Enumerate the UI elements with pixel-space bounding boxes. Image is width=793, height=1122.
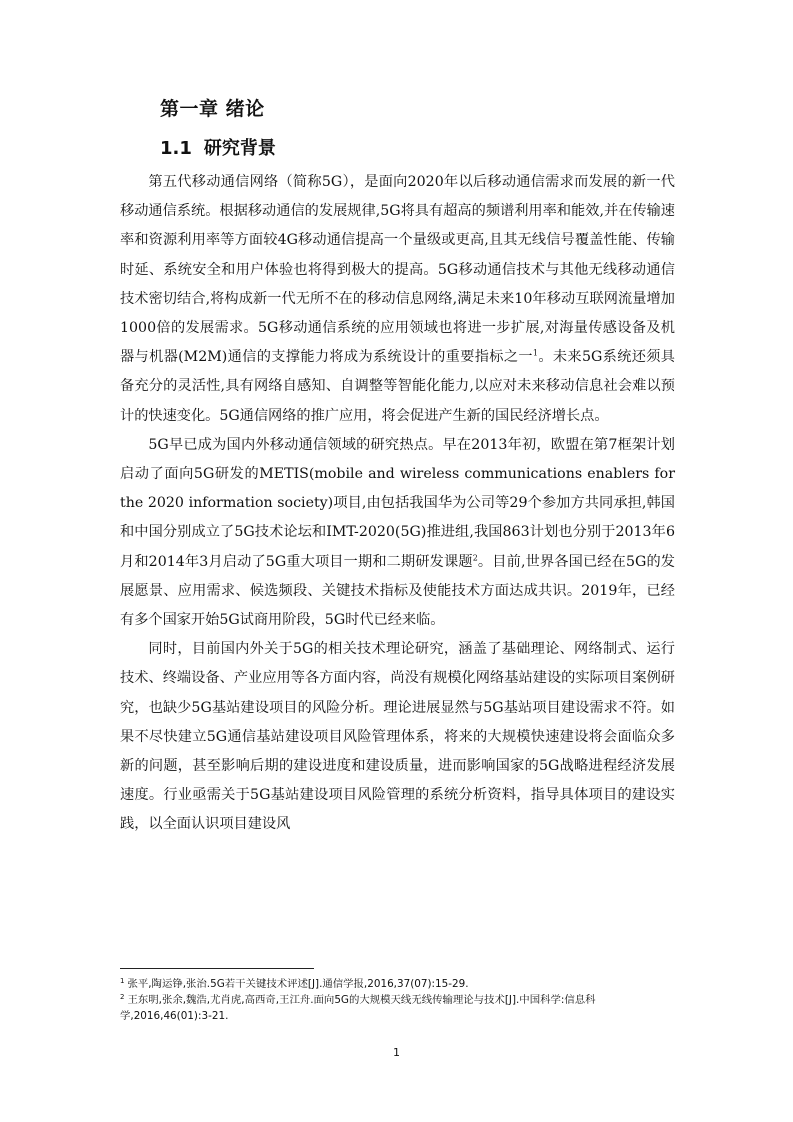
paragraph-text: 同时，目前国内外关于5G的相关技术理论研究，涵盖了基础理论、网络制式、运行技术、终端设备、产业应用等各方面内容，尚没有规模化网络基站建设的实际项目案例研究，也缺少5G基站建设项目的风险分析。理论进展显然与5G基站项目建设需求不符。如果不尽快建立5G通信基站建设项目风险管理体系，将来的大规模快速建设将会面临众多新的问题，甚至影响后期的建设进度和建设质量，进而影响国家的5G战略进程经济发展速度。行业亟需关于5G基站建设项目风险管理的系统分析资料，指导具体项目的建设实践，以全面认识项目建设风: [120, 641, 675, 833]
footnote-ref: 1: [532, 348, 538, 358]
paragraph-text: 。目前,世界各国已经在5G的发展愿景、应用需求、候选频段、关键技术指标及使能技术方面达成共识。2019年，已经有多个国家开始5G试商用阶段，5G时代已经来临。: [120, 553, 675, 629]
footnote-ref: 2: [472, 552, 478, 562]
paragraph-text: 5G早已成为国内外移动通信领域的研究热点。早在2013年初，欧盟在第7框架计划启动了面向5G研发的METIS(mobile and wireless communications enablers for the 2020 information society)项目,由包括我国华为公司等29个参加方共同承担,韩国和中国分别成立了5G技术论坛和IMT-2020(5G)推进组,我国863计划也分别于2013年6月和2014年3月启动了5G重大项目一期和二期研发课题: [120, 436, 675, 570]
chapter-title: 第一章 绪论: [160, 98, 265, 120]
footnote: [120, 992, 675, 1024]
footnote-text: 王东明,张余,魏浩,尤肖虎,高西奇,王江舟.面向5G的大规模天线无线传输理论与技术[J].中国科学:信息科学,2016,46(01):3-21.: [120, 994, 596, 1022]
paragraph: [120, 431, 675, 635]
paragraph: [120, 635, 675, 839]
footnote-text: 张平,陶运铮,张治.5G若干关键技术评述[J].通信学报,2016,37(07):15-29.: [127, 978, 469, 990]
paragraph-text: 第五代移动通信网络（简称5G），是面向2020年以后移动通信需求而发展的新一代移动通信系统。根据移动通信的发展规律,5G将具有超高的频谱利用率和能效,并在传输速率和资源利用率等方面较4G移动通信提高一个量级或更高,且其无线信号覆盖性能、传输时延、系统安全和用户体验也将得到极大的提高。5G移动通信技术与其他无线移动通信技术密切结合,将构成新一代无所不在的移动信息网络,满足未来10年移动互联网流量增加1000倍的发展需求。5G移动通信系统的应用领域也将进一步扩展,对海量传感设备及机器与机器(M2M)通信的支撑能力将成为系统设计的重要指标之一: [120, 174, 675, 366]
section-title: 研究背景: [203, 138, 276, 159]
page-number: 1: [393, 1046, 400, 1059]
footnote: [120, 976, 675, 992]
paragraph: [120, 168, 675, 431]
section-heading: [160, 134, 276, 160]
body-text: [120, 168, 675, 840]
footnote-divider: [120, 968, 314, 969]
section-number: 1.1: [160, 138, 192, 159]
footnote-mark: 1: [120, 976, 125, 985]
footnotes: [120, 976, 675, 1024]
footnote-mark: 2: [120, 992, 125, 1001]
paragraph-text: 。未来5G系统还须具备充分的灵活性,具有网络自感知、自调整等智能化能力,以应对未来移动信息社会难以预计的快速变化。5G通信网络的推广应用，将会促进产生新的国民经济增长点。: [120, 349, 675, 424]
